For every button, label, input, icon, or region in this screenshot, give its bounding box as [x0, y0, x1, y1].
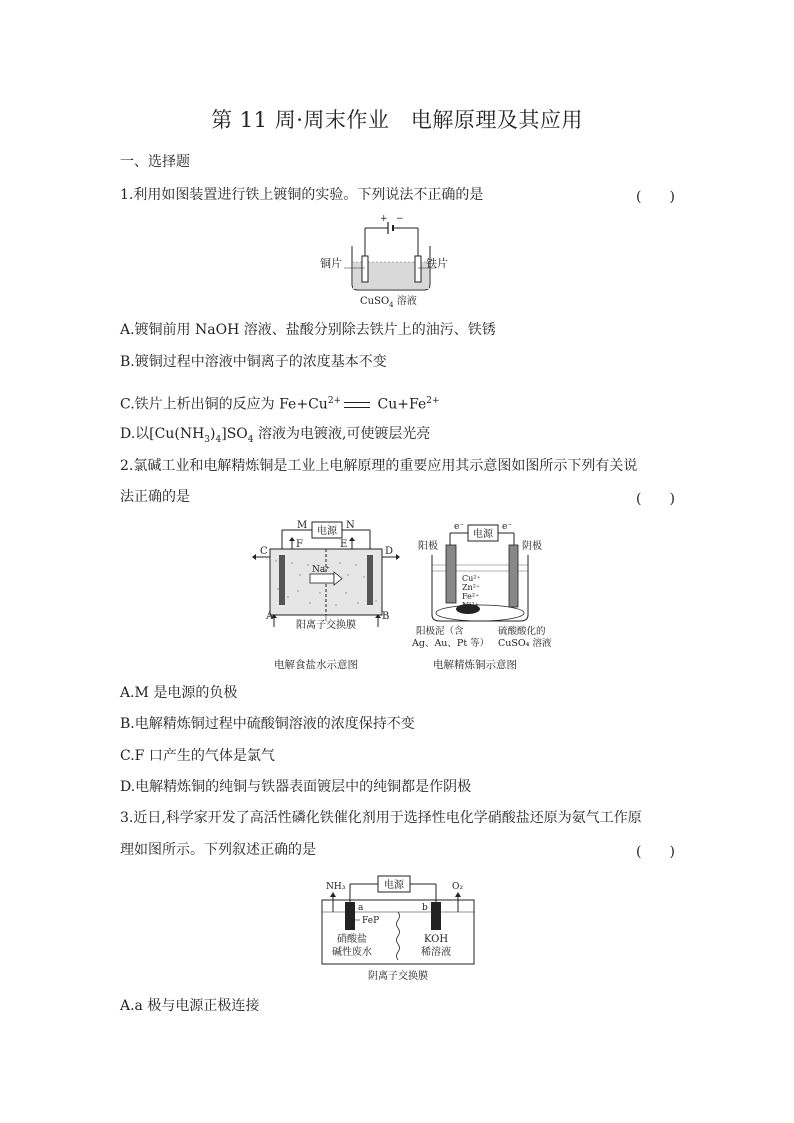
svg-text:e⁻: e⁻ — [454, 522, 465, 532]
svg-text:NH₃: NH₃ — [326, 882, 346, 892]
svg-text:N: N — [346, 520, 355, 531]
svg-text:阴极: 阴极 — [522, 541, 542, 552]
iron-label: 铁片 — [426, 257, 448, 270]
solution-label: CuSO$_4$ 溶液 — [360, 296, 417, 309]
equals-sign — [344, 402, 370, 408]
q2-answer-paren: ( ) — [636, 491, 675, 507]
svg-text:电源: 电源 — [473, 529, 493, 540]
q1-option-a: A.镀铜前用 NaOH 溶液、盐酸分别除去铁片上的油污、铁锈 — [120, 322, 496, 338]
svg-text:Cu²⁺: Cu²⁺ — [462, 574, 481, 583]
figure-caption-brine: 电解食盐水示意图 — [274, 659, 358, 671]
svg-text:碱性废水: 碱性废水 — [332, 947, 372, 958]
svg-text:E: E — [340, 539, 348, 550]
q1-answer-paren: ( ) — [636, 189, 675, 205]
q2-option-a: A.M 是电源的负极 — [120, 685, 238, 701]
q2-stem-line1: 2.氯碱工业和电解精炼铜是工业上电解原理的重要应用其示意图如图所示下列有关说 — [120, 458, 638, 474]
q2-brine-electrolysis-figure — [252, 517, 402, 672]
iron-plate — [415, 256, 421, 282]
section-heading: 一、选择题 — [120, 154, 190, 170]
svg-text:D: D — [385, 546, 394, 557]
q3-answer-paren: ( ) — [636, 844, 675, 860]
svg-text:电源: 电源 — [317, 526, 337, 537]
q1-electroplating-figure — [320, 212, 455, 309]
svg-text:Zn²⁺: Zn²⁺ — [462, 583, 481, 592]
svg-text:KOH: KOH — [423, 934, 449, 945]
q2-copper-refining-figure — [410, 517, 555, 672]
q3-stem-line2: 理如图所示。下列叙述正确的是 — [120, 842, 316, 858]
plus-sign: + — [380, 214, 388, 224]
svg-text:硝酸盐: 硝酸盐 — [337, 934, 367, 945]
svg-text:B: B — [382, 611, 390, 622]
svg-text:阳离子交换膜: 阳离子交换膜 — [296, 620, 356, 631]
copper-label: 铜片 — [320, 257, 342, 270]
q3-stem-line1: 3.近日,科学家开发了高活性磷化铁催化剂用于选择性电化学硝酸盐还原为氨气工作原 — [120, 810, 642, 826]
q3-nitrate-reduction-figure — [318, 872, 478, 984]
q1-option-b: B.镀铜过程中溶液中铜离子的浓度基本不变 — [120, 354, 387, 370]
svg-text:阴离子交换膜: 阴离子交换膜 — [368, 971, 428, 982]
svg-text:Fe²⁺: Fe²⁺ — [462, 592, 480, 601]
svg-text:O₂: O₂ — [452, 882, 463, 892]
q2-option-c: C.F 口产生的气体是氯气 — [120, 748, 275, 764]
svg-text:CuSO₄ 溶液: CuSO₄ 溶液 — [498, 638, 552, 649]
q2-option-d: D.电解精炼铜的纯铜与铁器表面镀层中的纯铜都是作阴极 — [120, 779, 472, 795]
page-title: 第 11 周·周末作业 电解原理及其应用 — [211, 108, 583, 132]
svg-text:a: a — [358, 903, 364, 913]
copper-plate — [362, 256, 368, 282]
q1-option-c: C.铁片上析出铜的反应为 $Fe+Cu^{2+}$ $Cu+Fe^{2+}$ — [120, 396, 440, 413]
svg-text:F: F — [296, 539, 303, 550]
svg-text:e⁻: e⁻ — [502, 522, 513, 532]
svg-text:A: A — [266, 611, 274, 622]
svg-text:硫酸酸化的: 硫酸酸化的 — [498, 626, 546, 637]
figure-caption-refining: 电解精炼铜示意图 — [433, 659, 517, 671]
anode-plate — [446, 545, 456, 603]
svg-text:Ni²⁺: Ni²⁺ — [462, 601, 479, 610]
svg-text:Ag、Au、Pt 等）: Ag、Au、Pt 等） — [412, 638, 490, 649]
svg-text:稀溶液: 稀溶液 — [421, 947, 451, 958]
svg-text:Na⁺: Na⁺ — [312, 565, 330, 575]
svg-text:b: b — [422, 903, 428, 913]
q3-option-a: A.a 极与电源正极连接 — [120, 998, 260, 1014]
svg-text:阳极: 阳极 — [418, 541, 438, 552]
electrode-b — [431, 902, 441, 930]
q2-option-b: B.电解精炼铜过程中硫酸铜溶液的浓度保持不变 — [120, 716, 415, 732]
cathode-plate — [509, 545, 518, 607]
q2-stem-line2: 法正确的是 — [120, 489, 190, 505]
anion-exchange-membrane — [397, 912, 400, 960]
q1-stem: 1.利用如图装置进行铁上镀铜的实验。下列说法不正确的是 — [120, 187, 484, 203]
minus-sign: − — [396, 214, 404, 224]
q1-option-d: D.以$[Cu(NH_3)_4]SO_4$ 溶液为电镀液,可使镀层光亮 — [120, 426, 431, 445]
electrode-a — [345, 902, 355, 930]
svg-text:M: M — [297, 520, 308, 531]
svg-text:电源: 电源 — [384, 880, 404, 891]
svg-text:FeP: FeP — [362, 916, 380, 926]
left-electrode — [279, 555, 285, 605]
right-electrode — [367, 555, 373, 605]
svg-text:C: C — [260, 546, 268, 557]
svg-text:阳极泥（含: 阳极泥（含 — [416, 626, 464, 637]
